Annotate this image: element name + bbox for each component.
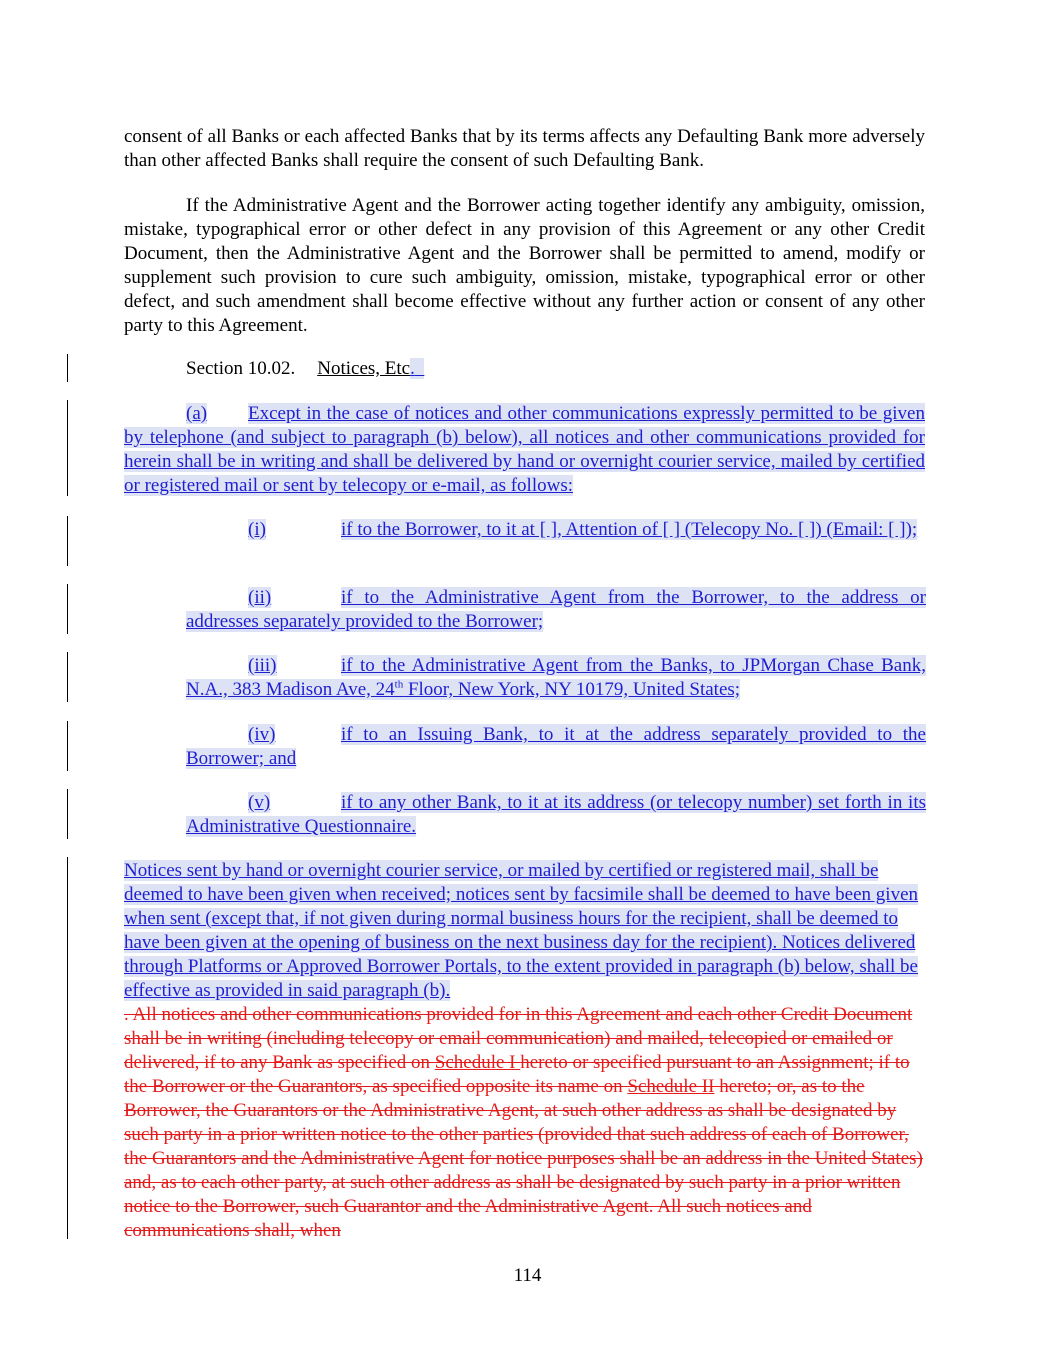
page-number: 114 xyxy=(513,1265,542,1286)
item-text: if to an Issuing Bank, to it at the address separately provided to the Borrower; and xyxy=(186,724,926,769)
paragraph-consent: consent of all Banks or each affected Banks that by its terms affects any Defaulting Bank more adversely than other affected Banks shall require the consent of such Defaulting Bank. xyxy=(124,126,925,171)
item-text: if to the Administrative Agent from the Borrower, to the address or addresses separately provided to the Borrower; xyxy=(186,587,926,632)
change-bar xyxy=(67,584,68,634)
list-item xyxy=(186,518,926,542)
change-bar xyxy=(67,652,68,702)
list-item xyxy=(186,791,926,839)
item-label: (i) xyxy=(248,519,266,540)
section-heading xyxy=(186,357,424,381)
paragraph-a-text: Except in the case of notices and other communications expressly permitted to be given by telephone (and subject to paragraph (b) below), all notices and other communications provided for herein shall be in writing and shall be delivered by hand or overnight courier service, mailed by certified or registered mail or sent by telecopy or e-mail, as follows: xyxy=(124,403,925,496)
list-item xyxy=(186,723,926,771)
change-bar xyxy=(67,516,68,566)
section-number: Section 10.02. xyxy=(186,358,296,379)
notices-paragraph xyxy=(124,859,925,1243)
ordinal-suffix: th xyxy=(394,678,404,691)
schedule-i-ref: Schedule I xyxy=(434,1052,521,1073)
paragraph-a xyxy=(124,402,925,498)
list-item xyxy=(186,654,926,702)
section-title: Notices, Etc xyxy=(317,358,411,379)
item-label: (iv) xyxy=(248,724,276,745)
notices-inserted-text: Notices sent by hand or overnight courier service, or mailed by certified or registered mail, shall be deemed to have been given when received; notices sent by facsimile shall be deemed to have been given when sent (except that, if not given during normal business hours for the recipient, shall be deemed to have been given at the opening of business on the next business day for the recipient). Notices delivered through Platforms or Approved Borrower Portals, to the extent provided in paragraph (b) below, shall be effective as provided in said paragraph (b). xyxy=(124,860,919,1001)
change-bar xyxy=(67,354,68,382)
change-bar xyxy=(67,400,68,496)
item-label: (iii) xyxy=(248,655,277,676)
item-label: (v) xyxy=(248,792,271,813)
schedule-ii-ref: Schedule II xyxy=(627,1076,715,1097)
item-label: (ii) xyxy=(248,587,272,608)
deleted-text: . All notices and other communications provided for in this Agreement and each other Credit Document shall be in writing (including telecopy or email communication) and mailed, telecopied or emailed or delivered, if to any Bank as specified on Schedule I hereto or specified pursuant to an Assignment; if to the Borrower or the Guarantors, as specified opposite its name on Schedule II hereto; or, as to the Borrower, the Guarantors or the Administrative Agent, at such other address as shall be designated by such party in a prior written notice to the other parties (provided that such address of each of Borrower, the Guarantors and the Administrative Agent for notice purposes shall be an address in the United States) and, as to each other party, at such other address as shall be designated by such party in a prior written notice to the Borrower, such Guarantor and the Administrative Agent. All such notices and communications shall, when xyxy=(124,1004,923,1241)
change-bar xyxy=(67,721,68,771)
item-text: if to the Administrative Agent from the Banks, to JPMorgan Chase Bank, N.A., 383 Madison Ave, 24th Floor, New York, NY 10179, United States; xyxy=(186,655,926,700)
item-text: if to the Borrower, to it at [ ], Attention of [ ] (Telecopy No. [ ]) (Email: [ ]); xyxy=(341,519,918,540)
item-text: if to any other Bank, to it at its address (or telecopy number) set forth in its Administrative Questionnaire. xyxy=(186,792,926,837)
change-bar xyxy=(67,789,68,839)
change-bar xyxy=(67,857,68,1239)
list-item xyxy=(186,586,926,634)
section-title-tail: . xyxy=(410,358,415,379)
paragraph-ambiguity: If the Administrative Agent and the Borrower acting together identify any ambiguity, omission, mistake, typographical error or other defect in any provision of this Agreement or any other Credit Document, then the Administrative Agent and the Borrower shall be permitted to amend, modify or supplement such provision to cure such ambiguity, omission, mistake, typographical error or other defect, and such amendment shall become effective without any further action or consent of any other party to this Agreement. xyxy=(124,195,925,336)
paragraph-a-label: (a) xyxy=(186,403,208,424)
